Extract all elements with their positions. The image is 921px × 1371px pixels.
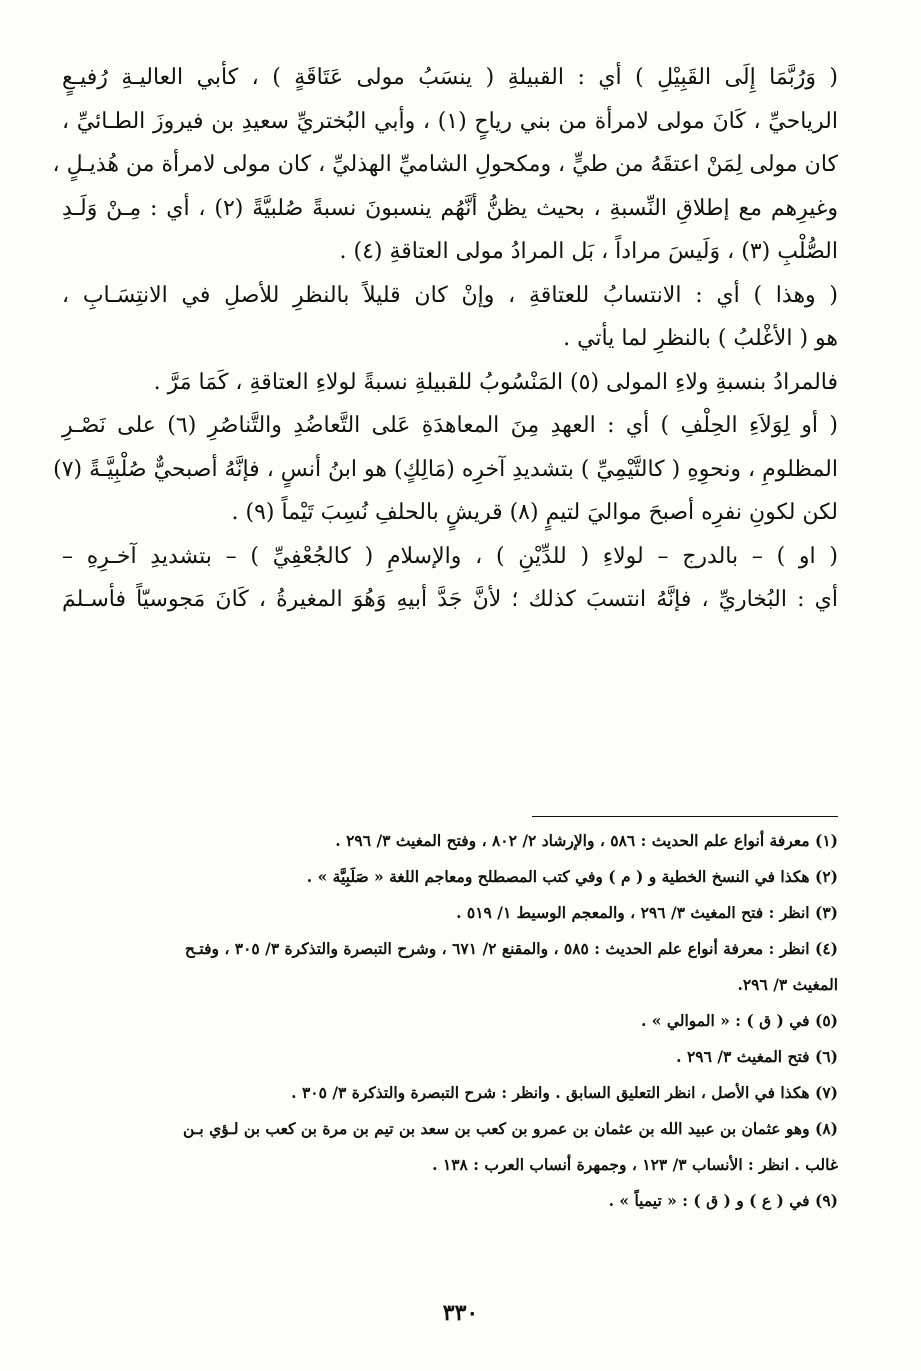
text-line: لكن لكونِ نفرِه أصبحَ مواليَ لتيمٍ (٨) قريشٍ بالحلفِ نُسِبَ تَيْماً (٩) .	[231, 500, 838, 525]
text-line: الصُّلْبِ (٣) ، وَلَيسَ مراداً ، بَل المرادُ مولى العتاقةِ (٤) .	[339, 239, 838, 264]
text-line: ( وهذا ) أي : الانتسابُ للعتاقةِ ، وإنْ كان قليلاً بالنظرِ للأصلِ في الانتِسَـابِ ،	[62, 282, 838, 308]
text-line: وغيرِهم مع إطلاقِ النِّسبةِ ، بحيث يظنُّ أنَّهُم ينسبونَ نسبةً صُلبيَّةً (٢) ، أي : مِـنْ وَلَـدِ	[62, 195, 838, 221]
footnote: (٦) فتح المغيث ٣/ ٢٩٦ .	[676, 1047, 838, 1066]
footnote: (٨) وهو عثمان بن عبيد الله بن عثمان بن عمرو بن كعب بن سعد بن تيم بن مرة بن كعب بن لـؤي بـن	[183, 1119, 838, 1138]
footnote: (٣) انظر : فتح المغيث ٣/ ٢٩٦ ، والمعجم الوسيط ١/ ٥١٩ .	[456, 903, 838, 922]
footnote: (٤) انظر : معرفة أنواع علم الحديث : ٥٨٥ ، والمقنع ٢/ ٦٧١ ، وشرح التبصرة والتذكرة ٣/ ٣٠٥ ، وفتـح	[184, 939, 838, 958]
footnote-continuation: غالب . انظر : الأنساب ٣/ ١٢٣ ، وجمهرة أنساب العرب : ١٣٨ .	[432, 1155, 838, 1174]
footnote: (٢) هكذا في النسخ الخطية و ( م ) وفي كتب المصطلح ومعاجم اللغة « صَلَبِيَّة » .	[306, 867, 838, 886]
footnote-continuation: المغيث ٣/ ٢٩٦.	[737, 975, 838, 994]
text-line: الرياحيِّ ، كَانَ مولى لامرأة من بني رياحٍ (١) ، وأبي البُختريِّ سعيدِ بن فيروزَ الطـائيِّ ،	[62, 108, 838, 134]
footnotes	[62, 830, 838, 1226]
text-line: فالمرادُ بنسبةِ ولاءِ المولى (٥) المَنْسُوبُ للقبيلةِ نسبةً لولاءِ العتاقةِ ، كَمَا مَرَّ .	[153, 369, 838, 395]
footnote: (٥) في ( ق ) : « الموالي » .	[640, 1011, 838, 1030]
main-text	[52, 64, 838, 630]
text-line: ( وَرُبَّمَا إِلَى القَبِيْلِ ) أي : القبيلةِ ( ينسَبُ مولى عَتَاقَةٍ ) ، كأبي العاليـةِ رُفيـعٍ	[62, 65, 838, 90]
footnote: (٧) هكذا في الأصل ، انظر التعليق السابق . وانظر : شرح التبصرة والتذكرة ٣/ ٣٠٥ .	[291, 1083, 838, 1102]
text-line: ( أو لِوَلاَءِ الحِلْفِ ) أي : العهدِ مِنَ المعاهدَةِ عَلى التَّعاضُدِ والتَّناصُرِ (٦) على نَصْـرِ	[62, 413, 838, 438]
text-line: المظلومِ ، ونحوِهِ ( كالتَّيْمِيِّ ) بتشديدِ آخرِه (مَالِكٍ) هو ابنُ أنسٍ ، فإنَّهُ أصبحيٌّ صُلْبِيَّـةً (٧)	[53, 456, 838, 482]
footnote-separator	[532, 816, 838, 817]
page-number: ٣٣٠	[442, 1300, 479, 1326]
footnote: (٩) في ( ع ) و ( ق ) : « تيمياً » .	[608, 1191, 838, 1210]
text-line: هو ( الأغْلبُ ) بالنظرِ لما يأتي .	[563, 326, 838, 351]
text-line: ( او ) – بالدرج – لولاءِ ( للدِّيْنِ ) ، والإسلامِ ( كالجُعْفِيِّ ) – بتشديدِ آخـرِهِ –	[62, 543, 838, 569]
text-line: أي : البُخاريِّ ، فإنَّهُ انتسبَ كذلك ؛ لأنَّ جَدَّ أبيهِ وَهُوَ المغيرةُ ، كَانَ مَجوسيّاً فأسـلمَ	[62, 587, 838, 612]
text-line: كان مولى لِمَنْ اعتقَهُ من طيٍّ ، ومكحولِ الشاميِّ الهذليِّ ، كان مولى لامرأة من هُذيـلٍ ،	[52, 152, 838, 177]
footnote: (١) معرفة أنواع علم الحديث : ٥٨٦ ، والإرشاد ٢/ ٨٠٢ ، وفتح المغيث ٣/ ٢٩٦ .	[335, 831, 838, 850]
